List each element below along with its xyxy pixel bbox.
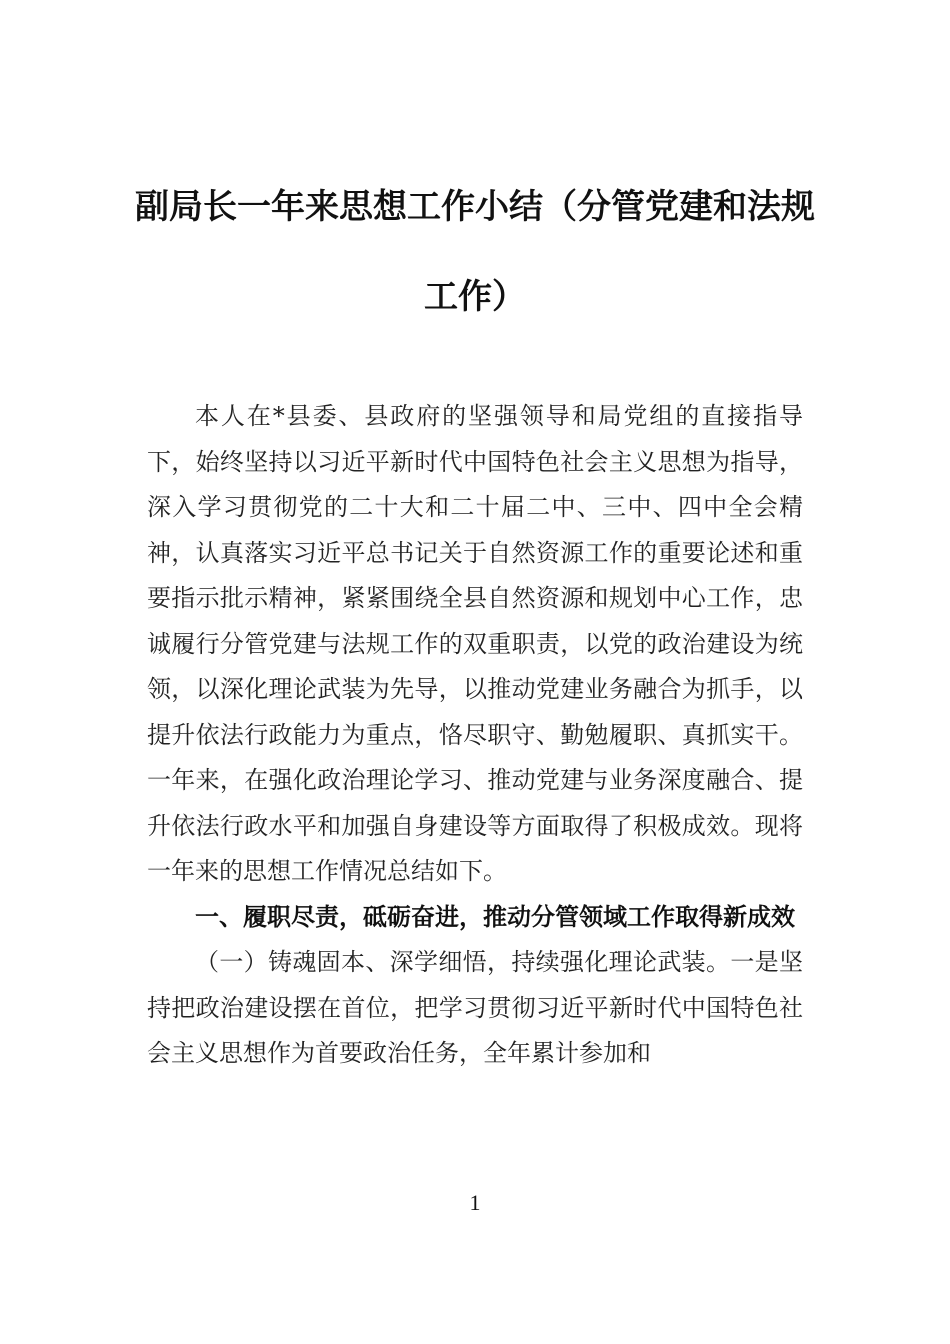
document-body <box>147 394 803 1077</box>
intro-paragraph: 本人在*县委、县政府的坚强领导和局党组的直接指导下，始终坚持以习近平新时代中国特色社会主义思想为指导，深入学习贯彻党的二十大和二十届二中、三中、四中全会精神，认真落实习近平总书记关于自然资源工作的重要论述和重要指示批示精神，紧紧围绕全县自然资源和规划中心工作，忠诚履行分管党建与法规工作的双重职责，以党的政治建设为统领，以深化理论武装为先导，以推动党建业务融合为抓手，以提升依法行政能力为重点，恪尽职守、勤勉履职、真抓实干。一年来，在强化政治理论学习、推动党建与业务深度融合、提升依法行政水平和加强自身建设等方面取得了积极成效。现将一年来的思想工作情况总结如下。 <box>147 402 803 885</box>
document-title: 副局长一年来思想工作小结（分管党建和法规工作） <box>135 187 815 317</box>
page-number: 1 <box>469 1190 481 1215</box>
section-heading: 一、履职尽责，砥砺奋进，推动分管领域工作取得新成效 <box>195 902 795 931</box>
subsection-paragraph: （一）铸魂固本、深学细悟，持续强化理论武装。一是坚持把政治建设摆在首位，把学习贯彻习近平新时代中国特色社会主义思想作为首要政治任务，全年累计参加和 <box>147 948 803 1067</box>
